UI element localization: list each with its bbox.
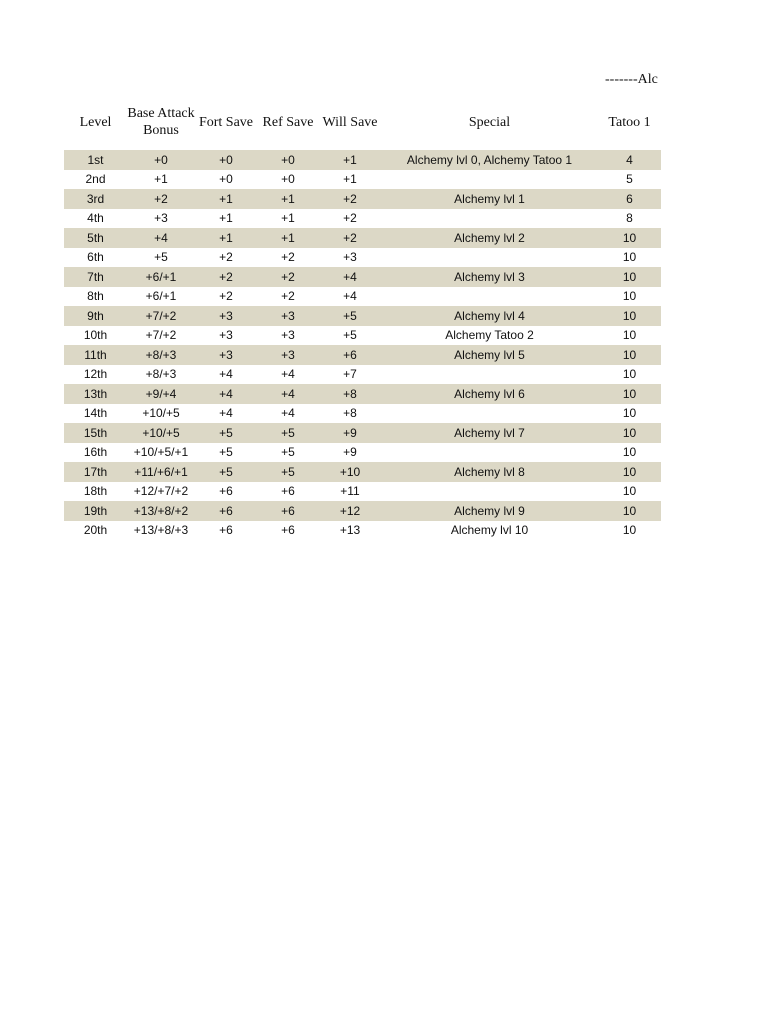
cell-fort-save: +1 [195, 189, 257, 209]
cell-special [381, 248, 598, 268]
cell-tatoo-1: 10 [598, 423, 661, 443]
cell-base-attack-bonus: +9/+4 [127, 384, 195, 404]
table-row [64, 384, 661, 404]
cell-special: Alchemy lvl 5 [381, 345, 598, 365]
cell-tatoo-1: 10 [622, 523, 637, 538]
cell-special [381, 443, 598, 463]
table-row [64, 462, 661, 482]
header-level: Level [79, 114, 112, 130]
cell-will-save: +7 [343, 367, 357, 382]
cell-tatoo-1: 4 [598, 150, 661, 170]
cell-special: Alchemy lvl 9 [381, 501, 598, 521]
cell-ref-save: +4 [257, 384, 319, 404]
cell-fort-save: +6 [195, 501, 257, 521]
table-row [64, 423, 661, 443]
cell-level: 11th [64, 345, 127, 365]
cell-base-attack-bonus: +8/+3 [145, 367, 177, 382]
cell-fort-save: +3 [195, 306, 257, 326]
cell-ref-save: +5 [281, 445, 295, 460]
cell-ref-save: +3 [257, 306, 319, 326]
cell-special [381, 170, 598, 190]
cell-level: 7th [64, 267, 127, 287]
table-row [64, 306, 661, 326]
cell-tatoo-1: 10 [598, 306, 661, 326]
cell-level: 4th [87, 211, 104, 226]
table-row [64, 189, 661, 209]
cell-tatoo-1: 10 [598, 345, 661, 365]
cell-base-attack-bonus: +2 [127, 189, 195, 209]
cell-tatoo-1: 10 [622, 445, 637, 460]
cell-level: 20th [83, 523, 108, 538]
cell-fort-save: +2 [195, 267, 257, 287]
cell-ref-save: +3 [257, 345, 319, 365]
header-special: Special [468, 114, 511, 130]
header-row [64, 94, 661, 150]
cell-special: Alchemy lvl 1 [381, 189, 598, 209]
cell-special: Alchemy lvl 0, Alchemy Tatoo 1 [381, 150, 598, 170]
cell-tatoo-1: 10 [598, 384, 661, 404]
cell-fort-save: +5 [219, 445, 233, 460]
cell-will-save: +4 [343, 289, 357, 304]
cell-base-attack-bonus: +8/+3 [127, 345, 195, 365]
cell-tatoo-1: 8 [626, 211, 633, 226]
cell-special: Alchemy lvl 6 [381, 384, 598, 404]
cell-fort-save: +2 [219, 250, 233, 265]
cell-will-save: +2 [319, 228, 381, 248]
cell-base-attack-bonus: +5 [154, 250, 168, 265]
cell-fort-save: +4 [219, 406, 233, 421]
cell-level: 10th [83, 328, 108, 343]
header-tatoo-1: Tatoo 1 [608, 114, 651, 130]
cell-base-attack-bonus: +10/+5 [127, 423, 195, 443]
cell-will-save: +5 [343, 328, 357, 343]
header-fort-save: Fort Save [198, 114, 254, 130]
cell-level: 13th [64, 384, 127, 404]
table-row [64, 501, 661, 521]
cell-fort-save: +5 [195, 423, 257, 443]
cell-level: 18th [83, 484, 108, 499]
cell-fort-save: +0 [219, 172, 233, 187]
cell-base-attack-bonus: +7/+2 [145, 328, 177, 343]
cell-ref-save: +1 [257, 189, 319, 209]
cell-base-attack-bonus: +6/+1 [127, 267, 195, 287]
cell-level: 15th [64, 423, 127, 443]
cell-tatoo-1: 10 [622, 250, 637, 265]
header-will-save: Will Save [322, 114, 378, 130]
cell-ref-save: +1 [281, 211, 295, 226]
cell-special: Alchemy Tatoo 2 [445, 328, 534, 343]
cell-will-save: +1 [319, 150, 381, 170]
table-row [64, 248, 661, 268]
cell-will-save: +4 [319, 267, 381, 287]
cell-will-save: +9 [319, 423, 381, 443]
section-title: -------Alc [605, 72, 658, 87]
cell-base-attack-bonus: +13/+8/+2 [127, 501, 195, 521]
cell-special: Alchemy lvl 7 [381, 423, 598, 443]
cell-ref-save: +2 [257, 267, 319, 287]
cell-level: 19th [64, 501, 127, 521]
cell-ref-save: +2 [281, 289, 295, 304]
cell-fort-save: +0 [195, 150, 257, 170]
cell-ref-save: +5 [257, 462, 319, 482]
table-row [64, 209, 661, 229]
cell-fort-save: +2 [219, 289, 233, 304]
cell-tatoo-1: 10 [598, 501, 661, 521]
cell-fort-save: +1 [195, 228, 257, 248]
table-row [64, 521, 661, 541]
cell-ref-save: +6 [281, 523, 295, 538]
table-row [64, 287, 661, 307]
cell-special: Alchemy lvl 2 [381, 228, 598, 248]
cell-base-attack-bonus: +11/+6/+1 [127, 462, 195, 482]
cell-will-save: +11 [340, 484, 360, 499]
cell-base-attack-bonus: +1 [154, 172, 168, 187]
cell-tatoo-1: 10 [598, 462, 661, 482]
cell-level: 12th [83, 367, 108, 382]
table-row [64, 365, 661, 385]
cell-will-save: +5 [319, 306, 381, 326]
cell-level: 14th [83, 406, 108, 421]
cell-ref-save: +4 [281, 367, 295, 382]
header-base-attack-bonus: Base Attack Bonus [127, 106, 195, 138]
cell-level: 16th [83, 445, 108, 460]
cell-fort-save: +3 [195, 345, 257, 365]
table-row [64, 150, 661, 170]
cell-fort-save: +6 [219, 484, 233, 499]
cell-will-save: +3 [343, 250, 357, 265]
cell-fort-save: +3 [219, 328, 233, 343]
cell-will-save: +9 [343, 445, 357, 460]
cell-base-attack-bonus: +10/+5/+1 [133, 445, 189, 460]
table-row [64, 228, 661, 248]
cell-level: 2nd [85, 172, 106, 187]
cell-special: Alchemy lvl 10 [450, 523, 529, 538]
cell-tatoo-1: 10 [622, 328, 637, 343]
cell-fort-save: +5 [195, 462, 257, 482]
table-row [64, 267, 661, 287]
cell-will-save: +2 [343, 211, 357, 226]
cell-fort-save: +1 [219, 211, 233, 226]
cell-ref-save: +1 [257, 228, 319, 248]
cell-fort-save: +4 [219, 367, 233, 382]
cell-ref-save: +3 [281, 328, 295, 343]
cell-base-attack-bonus: +4 [127, 228, 195, 248]
cell-tatoo-1: 5 [626, 172, 633, 187]
cell-ref-save: +0 [281, 172, 295, 187]
cell-will-save: +1 [343, 172, 357, 187]
cell-special [381, 287, 598, 307]
cell-tatoo-1: 10 [622, 289, 637, 304]
cell-special [381, 365, 598, 385]
cell-fort-save: +4 [195, 384, 257, 404]
cell-tatoo-1: 10 [622, 367, 637, 382]
cell-special [381, 404, 598, 424]
cell-base-attack-bonus: +13/+8/+3 [133, 523, 189, 538]
table-row [64, 345, 661, 365]
cell-special: Alchemy lvl 4 [381, 306, 598, 326]
cell-special: Alchemy lvl 8 [381, 462, 598, 482]
cell-tatoo-1: 6 [598, 189, 661, 209]
cell-ref-save: +4 [281, 406, 295, 421]
cell-base-attack-bonus: +10/+5 [142, 406, 180, 421]
cell-will-save: +12 [319, 501, 381, 521]
class-progression-table [64, 94, 661, 540]
table-row [64, 443, 661, 463]
cell-tatoo-1: 10 [598, 228, 661, 248]
cell-will-save: +13 [339, 523, 361, 538]
cell-base-attack-bonus: +12/+7/+2 [133, 484, 189, 499]
cell-base-attack-bonus: +6/+1 [145, 289, 177, 304]
cell-base-attack-bonus: +0 [127, 150, 195, 170]
cell-ref-save: +5 [257, 423, 319, 443]
cell-fort-save: +6 [219, 523, 233, 538]
cell-will-save: +8 [343, 406, 357, 421]
cell-will-save: +10 [319, 462, 381, 482]
cell-will-save: +2 [319, 189, 381, 209]
cell-tatoo-1: 10 [622, 406, 637, 421]
cell-special [381, 482, 598, 502]
cell-special: Alchemy lvl 3 [381, 267, 598, 287]
cell-level: 9th [64, 306, 127, 326]
cell-level: 8th [87, 289, 104, 304]
cell-level: 6th [87, 250, 104, 265]
cell-ref-save: +2 [281, 250, 295, 265]
cell-ref-save: +6 [257, 501, 319, 521]
table-row [64, 326, 661, 346]
cell-tatoo-1: 10 [622, 484, 637, 499]
cell-level: 3rd [64, 189, 127, 209]
cell-level: 1st [64, 150, 127, 170]
table-row [64, 404, 661, 424]
cell-level: 5th [64, 228, 127, 248]
cell-level: 17th [64, 462, 127, 482]
cell-ref-save: +0 [257, 150, 319, 170]
cell-ref-save: +6 [281, 484, 295, 499]
table-body [64, 150, 661, 540]
header-ref-save: Ref Save [262, 114, 314, 130]
cell-special [381, 209, 598, 229]
table-row [64, 170, 661, 190]
table-row [64, 482, 661, 502]
cell-will-save: +6 [319, 345, 381, 365]
cell-will-save: +8 [319, 384, 381, 404]
cell-base-attack-bonus: +3 [154, 211, 168, 226]
cell-tatoo-1: 10 [598, 267, 661, 287]
cell-base-attack-bonus: +7/+2 [127, 306, 195, 326]
